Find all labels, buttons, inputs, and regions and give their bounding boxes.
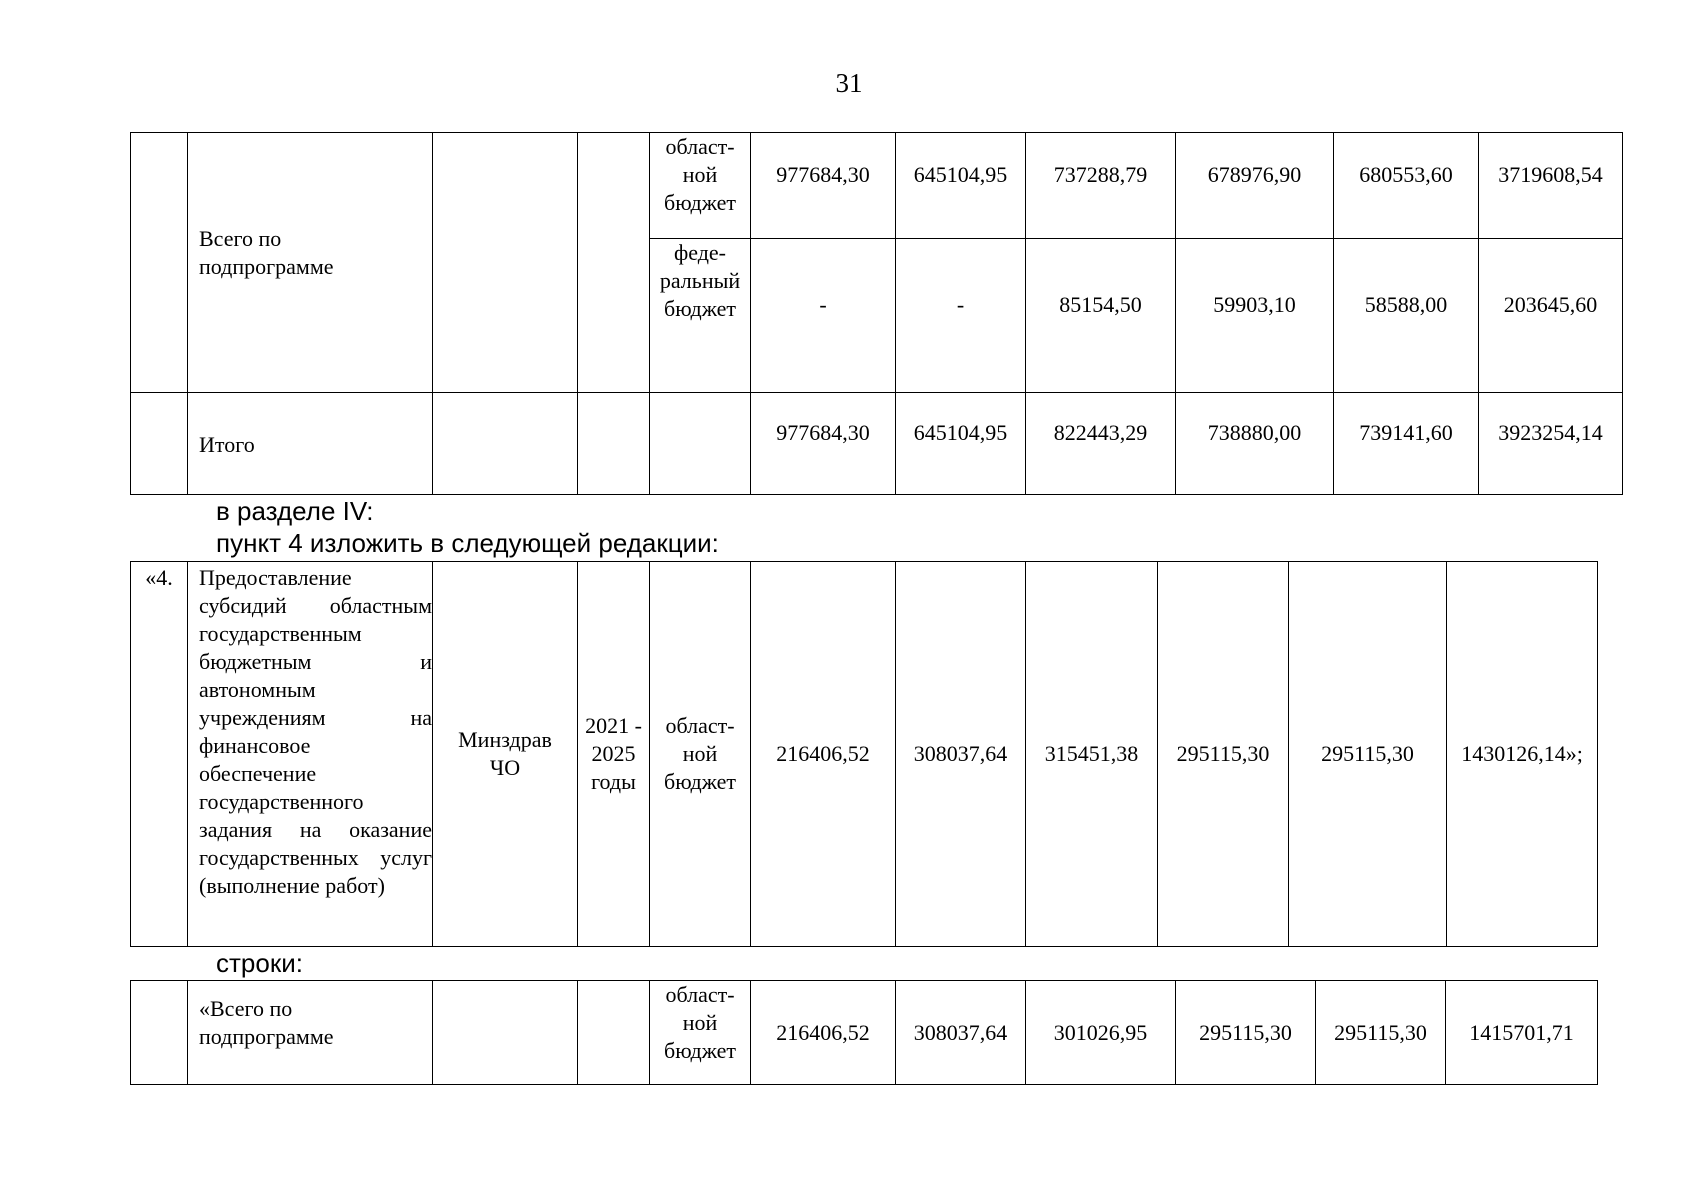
funding-source: област- ной бюджет bbox=[650, 562, 751, 947]
period: 2021 - 2025 годы bbox=[578, 562, 650, 947]
value-cell: 216406,52 bbox=[751, 562, 896, 947]
item-number: «4. bbox=[131, 562, 188, 947]
item-4-table bbox=[130, 561, 1598, 947]
funding-source: област- ной бюджет bbox=[650, 133, 751, 239]
value-cell: 216406,52 bbox=[751, 981, 896, 1085]
value-cell: 295115,30 bbox=[1158, 562, 1289, 947]
value-cell: 645104,95 bbox=[896, 133, 1026, 239]
value-cell: 308037,64 bbox=[896, 562, 1026, 947]
table-row bbox=[131, 981, 1598, 1085]
rows-note: строки: bbox=[216, 948, 303, 978]
value-cell: 737288,79 bbox=[1026, 133, 1176, 239]
value-cell: 739141,60 bbox=[1334, 393, 1479, 495]
value-cell: 59903,10 bbox=[1176, 239, 1334, 393]
value-cell: 738880,00 bbox=[1176, 393, 1334, 495]
funding-source: феде- ральный бюджет bbox=[650, 239, 751, 393]
value-cell: 295115,30 bbox=[1176, 981, 1316, 1085]
table-row bbox=[131, 562, 1598, 947]
item-description: Предоставление субсидий областным государственным бюджетным и автономным учреждениям на финансовое обеспечение государственного задания на оказание государственных услуг (выполнение работ) bbox=[188, 562, 433, 947]
value-cell: 85154,50 bbox=[1026, 239, 1176, 393]
executor: Минздрав ЧО bbox=[433, 562, 578, 947]
value-cell: 822443,29 bbox=[1026, 393, 1176, 495]
value-cell: 203645,60 bbox=[1479, 239, 1623, 393]
value-cell: 315451,38 bbox=[1026, 562, 1158, 947]
summary-table bbox=[130, 132, 1623, 495]
value-cell: 680553,60 bbox=[1334, 133, 1479, 239]
instruction-note: пункт 4 изложить в следующей редакции: bbox=[216, 528, 719, 558]
row-label: «Всего по подпрограмме bbox=[188, 981, 433, 1085]
section-note: в разделе IV: bbox=[216, 496, 374, 526]
value-cell: 308037,64 bbox=[896, 981, 1026, 1085]
value-cell: - bbox=[896, 239, 1026, 393]
row-label: Итого bbox=[188, 393, 433, 495]
value-cell: 977684,30 bbox=[751, 393, 896, 495]
value-cell: 1430126,14»; bbox=[1447, 562, 1598, 947]
subprogram-total-table bbox=[130, 980, 1598, 1085]
row-label: Всего по подпрограмме bbox=[188, 133, 433, 393]
value-cell: 58588,00 bbox=[1334, 239, 1479, 393]
value-cell: 678976,90 bbox=[1176, 133, 1334, 239]
table-row bbox=[131, 393, 1623, 495]
value-cell: 1415701,71 bbox=[1446, 981, 1598, 1085]
value-cell: 977684,30 bbox=[751, 133, 896, 239]
value-cell: 295115,30 bbox=[1289, 562, 1447, 947]
page-number: 31 bbox=[835, 68, 863, 98]
funding-source: област- ной бюджет bbox=[650, 981, 751, 1085]
value-cell: 295115,30 bbox=[1316, 981, 1446, 1085]
table-row bbox=[131, 133, 1623, 239]
value-cell: 3923254,14 bbox=[1479, 393, 1623, 495]
value-cell: 3719608,54 bbox=[1479, 133, 1623, 239]
value-cell: 645104,95 bbox=[896, 393, 1026, 495]
value-cell: - bbox=[751, 239, 896, 393]
value-cell: 301026,95 bbox=[1026, 981, 1176, 1085]
